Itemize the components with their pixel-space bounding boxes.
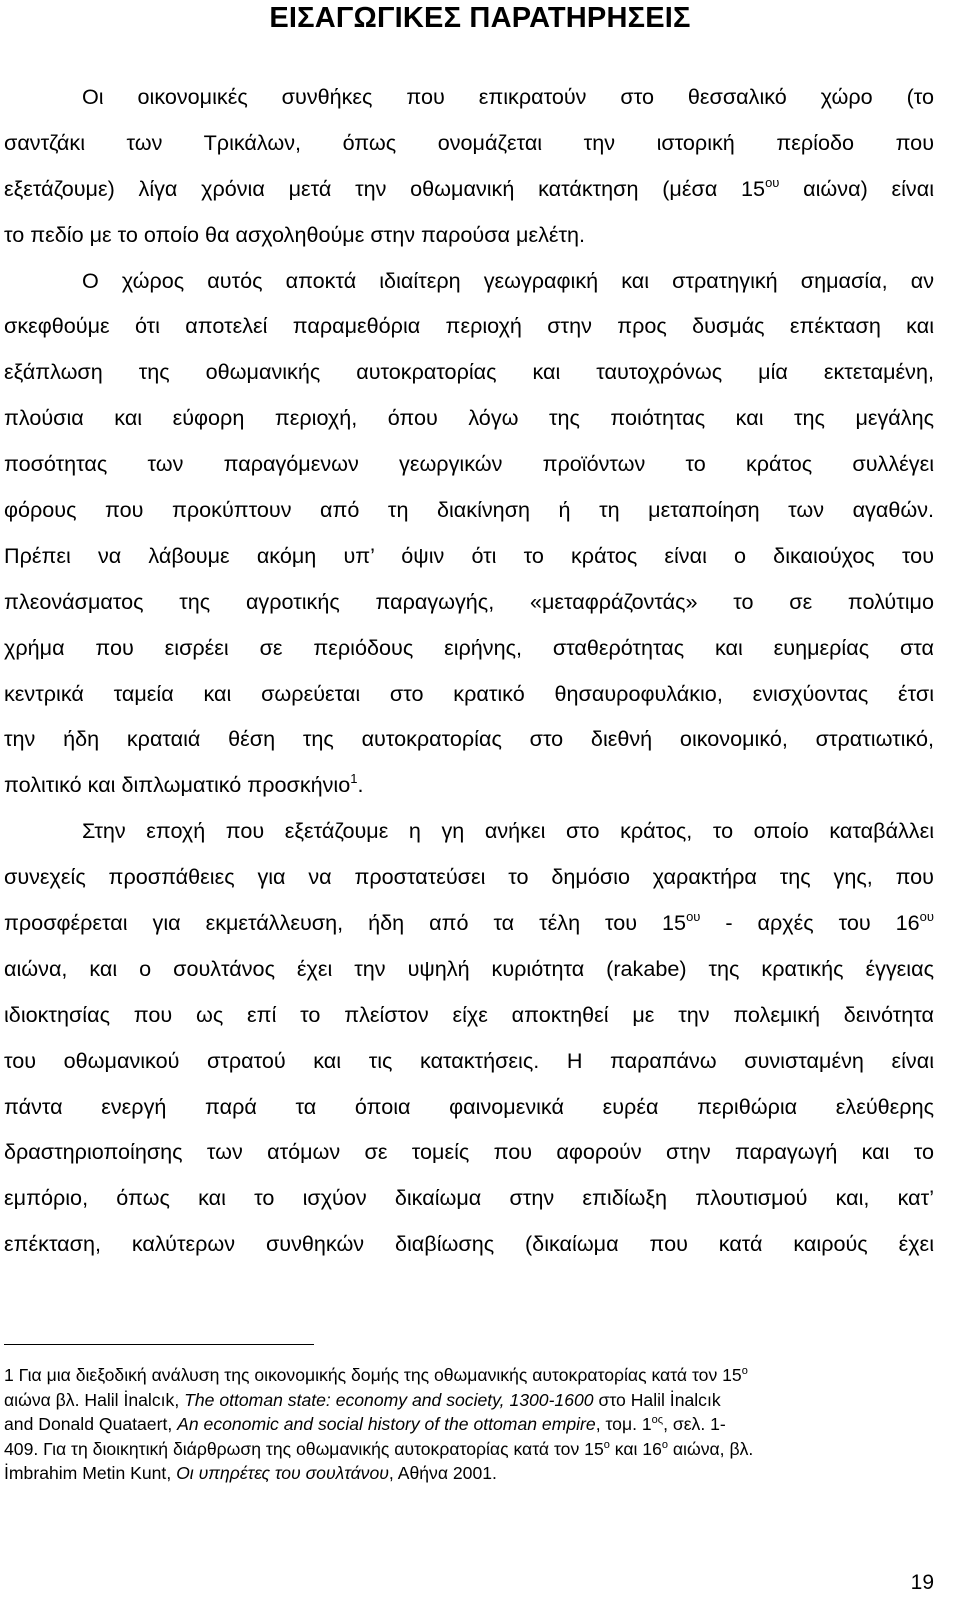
text-segment: Πρέπει να λάβουμε ακόμη υπ’ όψιν ότι το κράτος είναι ο δικαιούχος του — [4, 542, 934, 568]
text-segment: 409. Για τη διοικητική διάρθρωση της οθωμανικής αυτοκρατορίας κατά τον 15 — [4, 1438, 604, 1459]
text-segment: Οι οικονομικές συνθήκες που επικρατούν στο θεσσαλικό χώρο (το — [82, 84, 934, 109]
text-line — [4, 671, 934, 717]
text-line — [4, 762, 934, 808]
text-line — [4, 1129, 934, 1175]
text-segment: εμπόριο, όπως και το ισχύον δικαίωμα στην επιδίωξη πλουτισμού και, κατ’ — [4, 1185, 934, 1211]
text-line — [4, 1221, 934, 1267]
text-segment: προσφέρεται για εκμετάλλευση, ήδη από τα τέλη του 15 — [4, 910, 687, 936]
text-line — [4, 533, 934, 579]
text-segment: αιώνα, βλ. — [668, 1438, 754, 1459]
footnote — [4, 1363, 934, 1486]
superscript: ου — [686, 909, 701, 925]
text-line — [4, 946, 934, 992]
superscript: ο — [661, 1438, 668, 1451]
text-segment: Για μια διεξοδική ανάλυση της οικονομικής δομής της οθωμανικής αυτοκρατορίας κατά τον 15 — [13, 1365, 742, 1385]
text-segment: του οθωμανικού στρατού και τις κατακτήσεις. Η παραπάνω συνισταμένη είναι — [4, 1047, 934, 1073]
footnote-line — [4, 1437, 934, 1462]
book-title: Οι υπηρέτες του σουλτάνου — [176, 1463, 389, 1483]
footnote-reference: 1 — [350, 771, 358, 787]
text-line — [4, 258, 934, 304]
text-segment: εξετάζουμε) λίγα χρόνια μετά την οθωμανική κατάκτηση (μέσα 15 — [4, 175, 766, 201]
text-line — [4, 1084, 934, 1130]
superscript: ο — [741, 1365, 748, 1377]
text-line — [4, 579, 934, 625]
superscript: ος — [651, 1414, 664, 1426]
footnote-line — [4, 1461, 934, 1486]
book-title: The ottoman state: economy and society, 1300-1600 — [184, 1389, 594, 1410]
text-segment: στο Halil İnalcık — [593, 1389, 721, 1410]
text-line — [4, 166, 934, 212]
text-segment: Στην εποχή που εξετάζουμε η γη ανήκει στο κράτος, το οποίο καταβάλλει — [82, 818, 934, 844]
text-line — [4, 1175, 934, 1221]
text-line — [4, 992, 934, 1038]
text-segment: εξάπλωση της οθωμανικής αυτοκρατορίας και ταυτοχρόνως μία εκτεταμένη, — [4, 359, 934, 385]
text-segment: επέκταση, καλύτερων συνθηκών διαβίωσης (δικαίωμα που κατά καιρούς έχει — [4, 1231, 934, 1257]
footnote-number: 1 — [4, 1365, 14, 1385]
text-line — [4, 716, 934, 762]
text-line — [4, 395, 934, 441]
text-segment: , τομ. 1 — [595, 1414, 652, 1434]
superscript: ου — [765, 174, 780, 190]
text-segment: πάντα ενεργή παρά τα όποια φαινομενικά ευρέα περιθώρια ελεύθερης — [4, 1093, 934, 1119]
text-segment: ποσότητας των παραγόμενων γεωργικών προϊόντων το κράτος συλλέγει — [4, 451, 934, 477]
text-segment: and Donald Quataert, — [4, 1414, 178, 1434]
page-number: 19 — [910, 1571, 934, 1594]
text-line — [4, 441, 934, 487]
text-segment: πολιτικό και διπλωματικό προσκήνιο — [4, 772, 351, 798]
text-segment: Ο χώρος αυτός αποκτά ιδιαίτερη γεωγραφική και στρατηγική σημασία, αν — [82, 267, 934, 293]
footnote-line — [4, 1363, 934, 1388]
text-segment: σαντζάκι των Τρικάλων, όπως ονομάζεται την ιστορική περίοδο που — [4, 129, 934, 155]
text-line — [4, 808, 934, 854]
text-line — [4, 1038, 934, 1084]
text-line — [4, 74, 934, 120]
page-heading: ΕΙΣΑΓΩΓΙΚΕΣ ΠΑΡΑΤΗΡΗΣΕΙΣ — [269, 2, 691, 34]
text-line — [4, 349, 934, 395]
text-segment: χρήμα που εισρέει σε περιόδους ειρήνης, σταθερότητας και ευημερίας στα — [4, 634, 934, 660]
text-segment: πλεονάσματος της αγροτικής παραγωγής, «μεταφράζοντάς» το σε πολύτιμο — [4, 588, 934, 614]
text-segment: την ήδη κραταιά θέση της αυτοκρατορίας στο διεθνή οικονομικό, στρατιωτικό, — [4, 726, 934, 752]
text-line — [4, 625, 934, 671]
superscript: ο — [603, 1438, 610, 1451]
text-segment: φόρους που προκύπτουν από τη διακίνηση ή τη μεταποίηση των αγαθών. — [4, 497, 934, 523]
text-line — [4, 303, 934, 349]
text-segment: - αρχές του 16 — [700, 910, 920, 936]
footnote-line — [4, 1388, 934, 1413]
text-line — [4, 900, 934, 946]
text-line — [4, 120, 934, 166]
footnote-line — [4, 1412, 934, 1437]
text-line — [4, 854, 934, 900]
text-segment: σκεφθούμε ότι αποτελεί παραμεθόρια περιοχή στην προς δυσμάς επέκταση και — [4, 313, 934, 339]
text-segment: κεντρικά ταμεία και σωρεύεται στο κρατικό θησαυροφυλάκιο, ενισχύοντας έτσι — [4, 680, 934, 706]
text-segment: δραστηριοποίησης των ατόμων σε τομείς που αφορούν στην παραγωγή και το — [4, 1139, 934, 1165]
text-segment: İmbrahim Metin Kunt, — [4, 1463, 177, 1483]
body-text — [4, 74, 934, 1267]
text-segment: αιώνα βλ. Halil İnalcık, — [4, 1389, 185, 1410]
footnote-separator — [4, 1344, 314, 1345]
text-segment: αιώνα) είναι — [779, 175, 934, 201]
book-title: An economic and social history of the ottoman empire — [177, 1414, 596, 1434]
text-line — [4, 487, 934, 533]
text-segment: το πεδίο με το οποίο θα ασχοληθούμε στην παρούσα μελέτη. — [4, 221, 586, 247]
text-segment: . — [357, 772, 364, 798]
text-line — [4, 212, 934, 258]
text-segment: συνεχείς προσπάθειες για να προστατεύσει το δημόσιο χαρακτήρα της γης, που — [4, 864, 934, 890]
text-segment: , σελ. 1- — [663, 1414, 726, 1434]
superscript: ου — [919, 909, 934, 925]
text-segment: και 16 — [609, 1438, 662, 1459]
text-segment: αιώνα, και ο σουλτάνος έχει την υψηλή κυριότητα (rakabe) της κρατικής έγγειας — [4, 955, 934, 981]
text-segment: ιδιοκτησίας που ως επί το πλείστον είχε αποκτηθεί με την πολεμική δεινότητα — [4, 1001, 934, 1027]
text-segment: , Αθήνα 2001. — [388, 1463, 497, 1483]
text-segment: πλούσια και εύφορη περιοχή, όπου λόγω της ποιότητας και της μεγάλης — [4, 405, 934, 431]
